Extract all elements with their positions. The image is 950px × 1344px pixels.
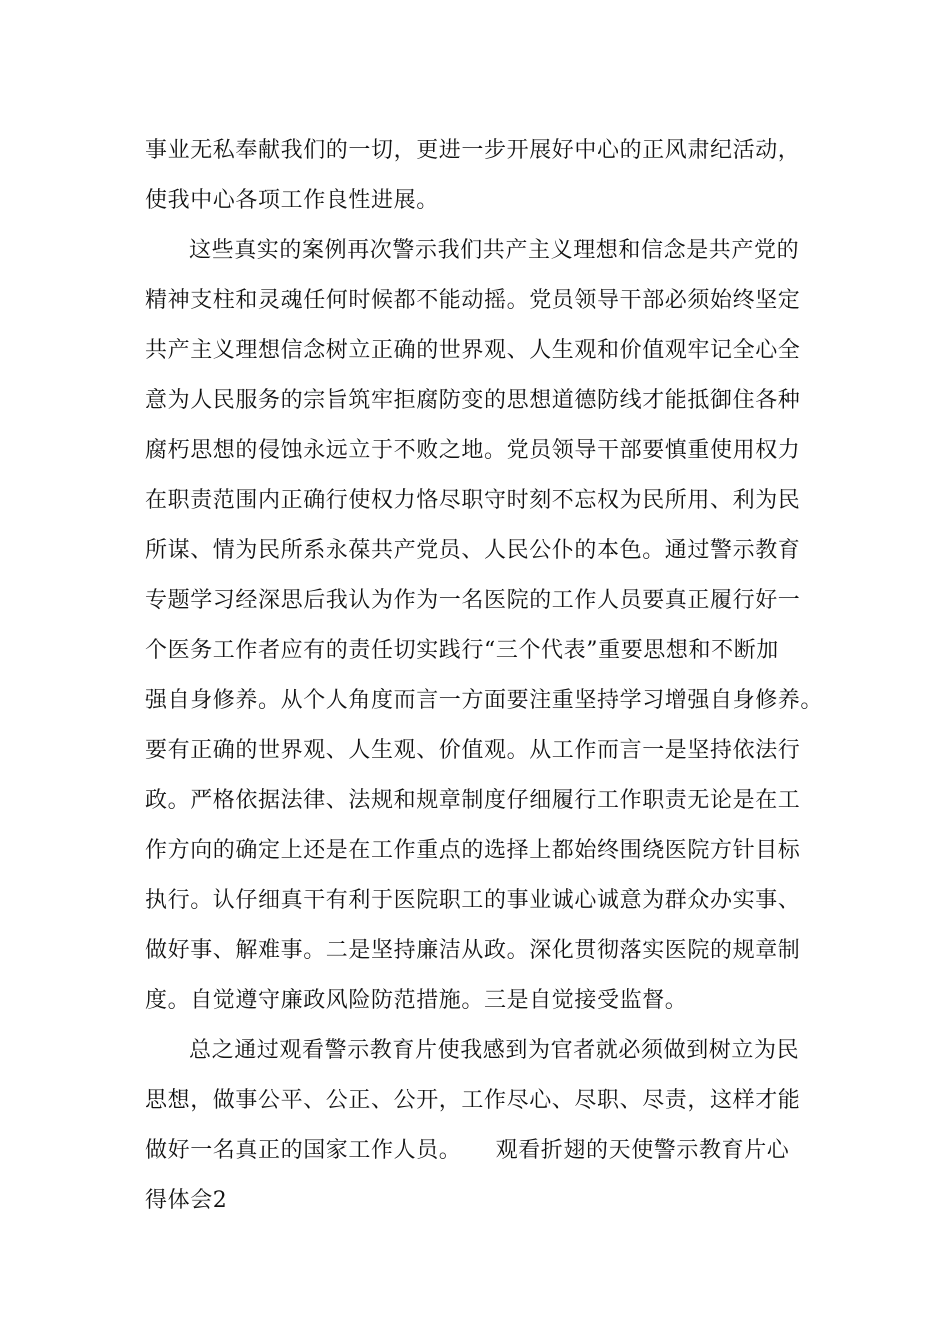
text-line: 使我中心各项工作良性进展。 — [145, 188, 439, 213]
text-line: 意为人民服务的宗旨筑牢拒腐防变的思想道德防线才能抵御住各种 — [145, 388, 801, 413]
text-line: 强自身修养。从个人角度而言一方面要注重坚持学习增强自身修养。 — [145, 688, 824, 713]
text-line: 得体会2 — [145, 1188, 228, 1213]
text-line: 个医务工作者应有的责任切实践行“三个代表”重要思想和不断加 — [145, 638, 779, 663]
text-line: 做好事、解难事。二是坚持廉洁从政。深化贯彻落实医院的规章制 — [145, 938, 801, 963]
text-line: 度。自觉遵守廉政风险防范措施。三是自觉接受监督。 — [145, 988, 688, 1013]
text-line: 思想，做事公平、公正、公开，工作尽心、尽职、尽责，这样才能 — [145, 1088, 801, 1113]
text-line: 所谋、情为民所系永葆共产党员、人民公仆的本色。通过警示教育 — [145, 538, 801, 563]
paragraph-first-line: 总之通过观看警示教育片使我感到为官者就必须做到树立为民 — [189, 1038, 800, 1063]
text-line: 作方向的确定上还是在工作重点的选择上都始终围绕医院方针目标 — [145, 838, 801, 863]
text-line: 执行。认仔细真干有利于医院职工的事业诚心诚意为群众办实事、 — [145, 888, 801, 913]
text-line: 政。严格依据法律、法规和规章制度仔细履行工作职责无论是在工 — [145, 788, 801, 813]
text-line: 腐朽思想的侵蚀永远立于不败之地。党员领导干部要慎重使用权力 — [145, 438, 801, 463]
paragraph-first-line: 这些真实的案例再次警示我们共产主义理想和信念是共产党的 — [189, 238, 800, 263]
text-line: 精神支柱和灵魂任何时候都不能动摇。党员领导干部必须始终坚定 — [145, 288, 801, 313]
text-line: 专题学习经深思后我认为作为一名医院的工作人员要真正履行好一 — [145, 588, 801, 613]
text-line: 共产主义理想信念树立正确的世界观、人生观和价值观牢记全心全 — [145, 338, 801, 363]
text-line: 在职责范围内正确行使权力恪尽职守时刻不忘权为民所用、利为民 — [145, 488, 801, 513]
text-line: 事业无私奉献我们的一切，更进一步开展好中心的正风肃纪活动， — [145, 138, 801, 163]
text-line: 做好一名真正的国家工作人员。 观看折翅的天使警示教育片心 — [145, 1138, 790, 1163]
text-line: 要有正确的世界观、人生观、价值观。从工作而言一是坚持依法行 — [145, 738, 801, 763]
